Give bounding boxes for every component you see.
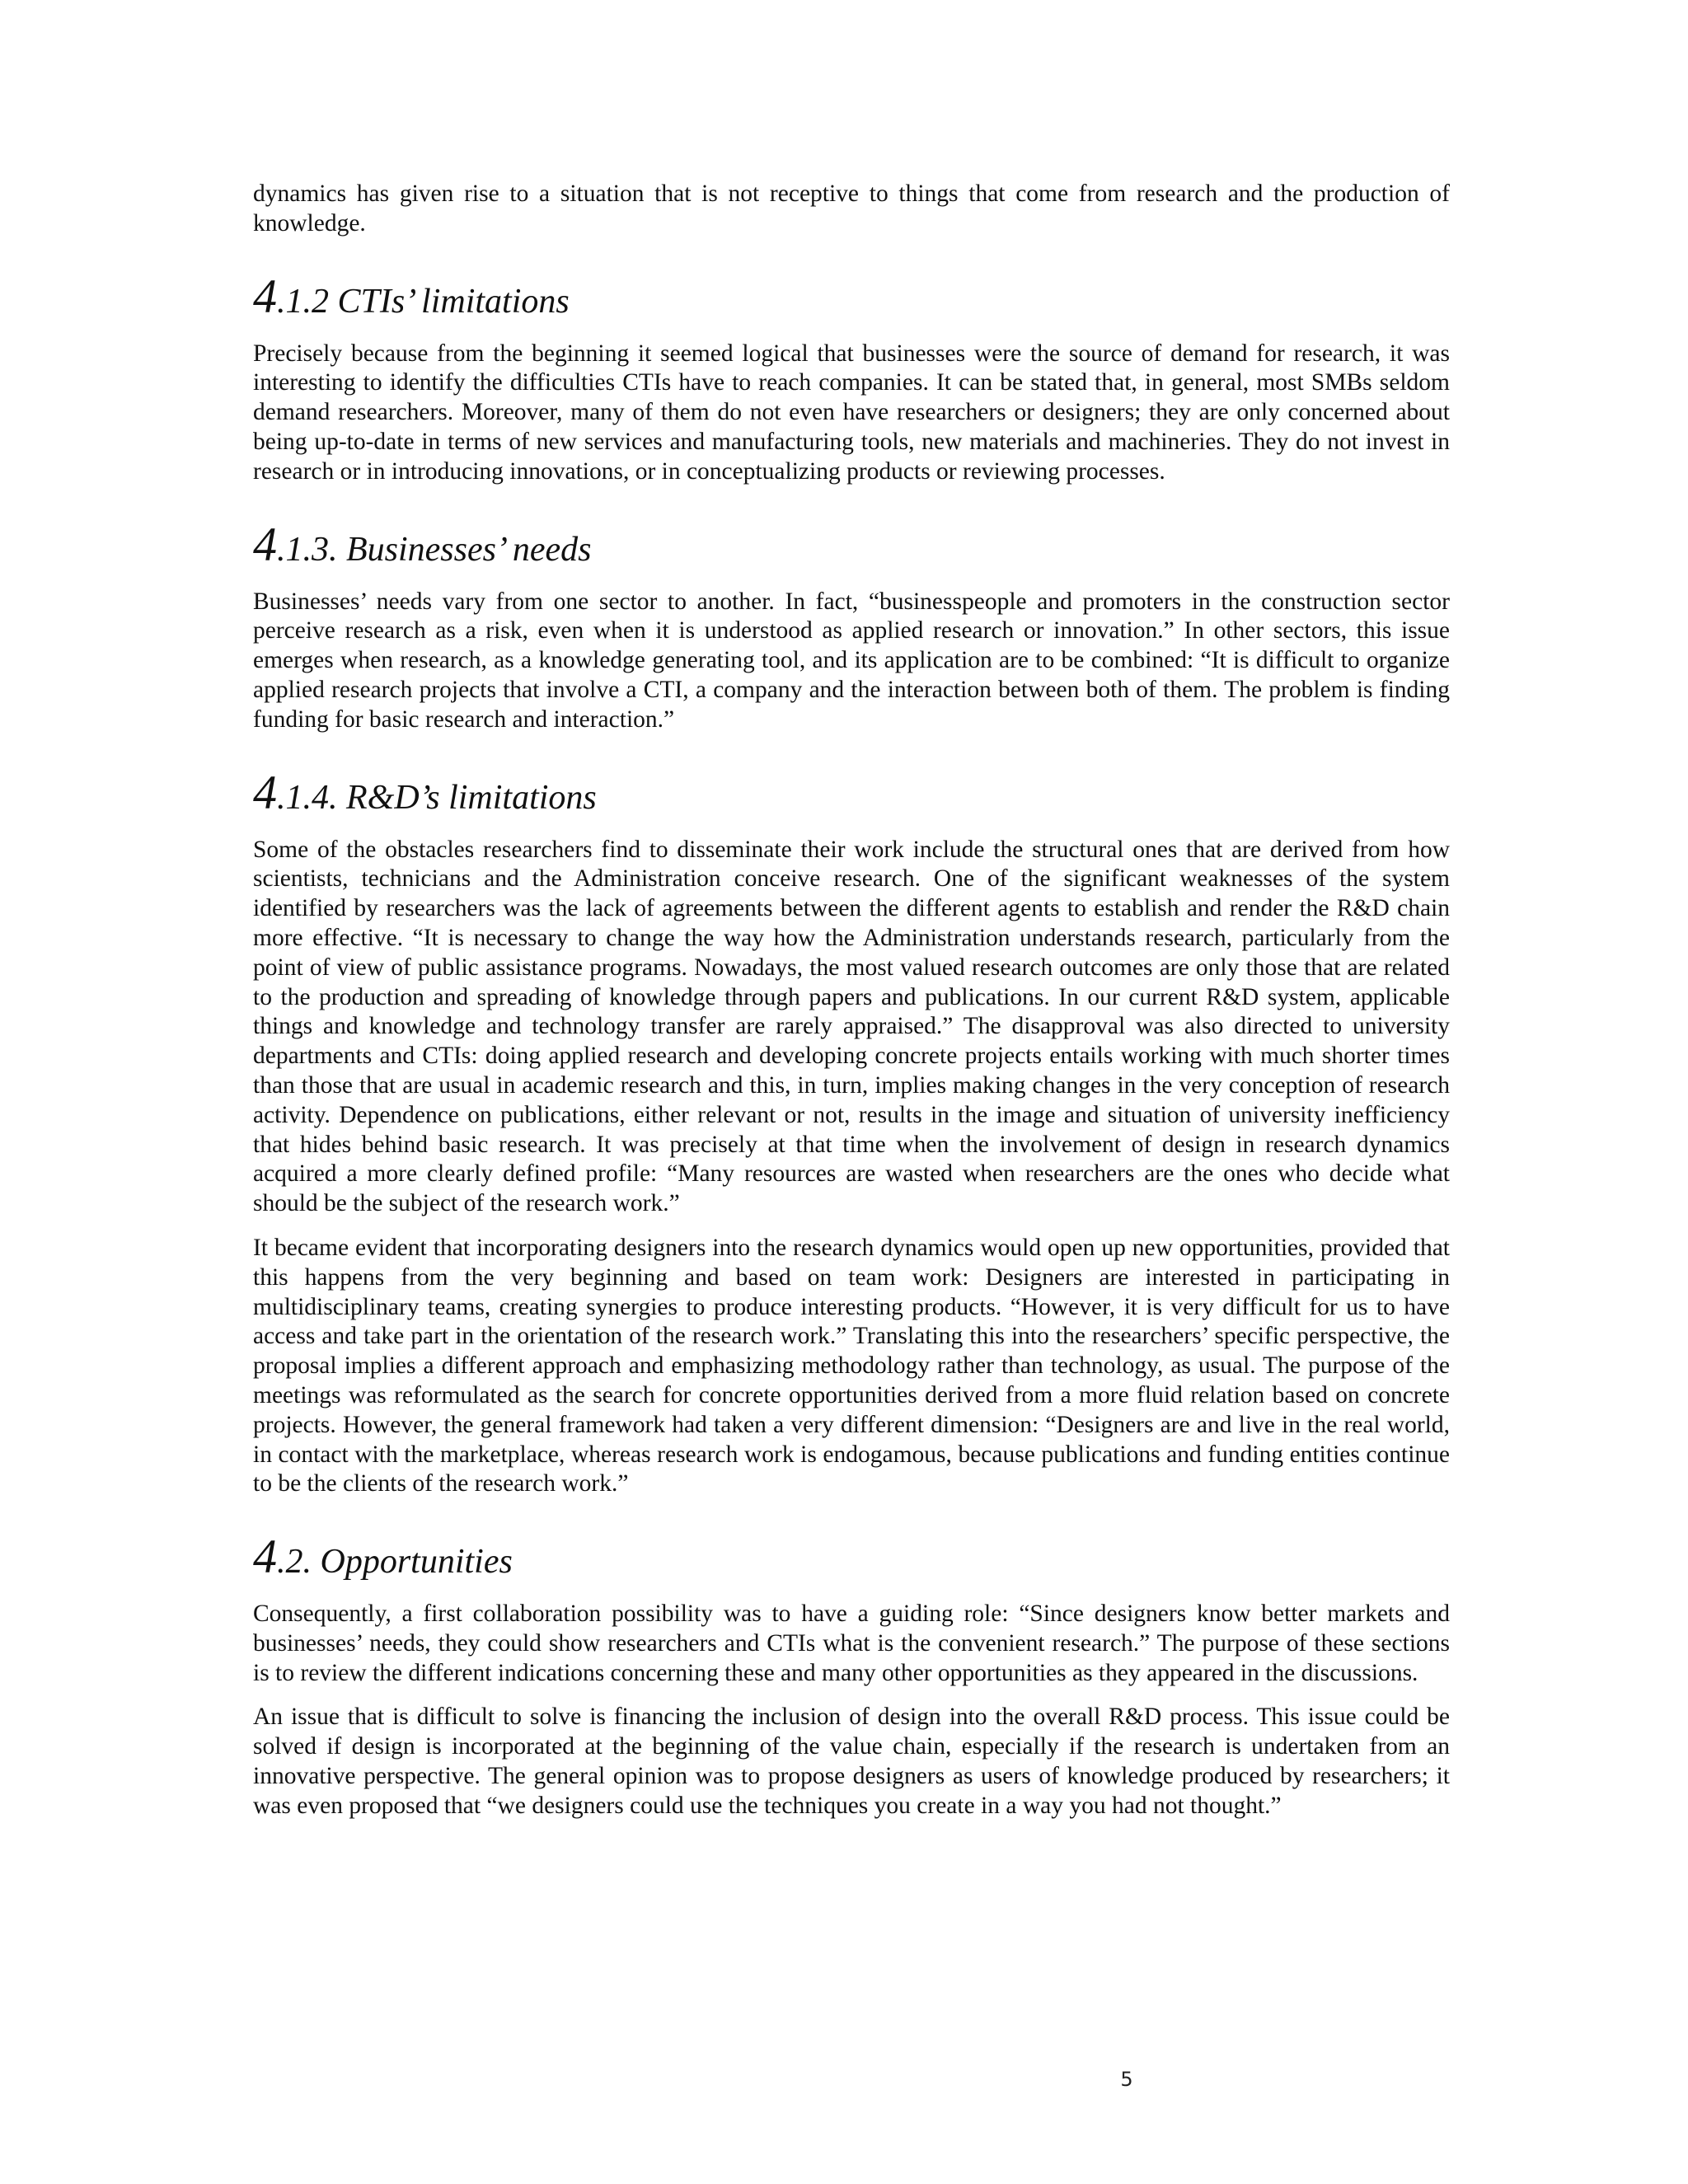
paragraph-ctis-limitations: Precisely because from the beginning it seemed logical that businesses were the source of demand for research, it was interesting to identify the difficulties CTIs have to reach companies. It can be stated that, in general, most SMBs seldom demand researchers. Moreover, many of them do not even have researchers or designers; they are only concerned about being up-to-date in terms of new services and manufacturing tools, new materials and machineries. They do not invest in research or in introducing innovations, or in conceptualizing products or reviewing processes. xyxy=(253,340,1450,485)
heading-number: 4 xyxy=(253,269,277,323)
heading-rd-limitations xyxy=(253,765,1450,819)
heading-opportunities xyxy=(253,1530,1450,1584)
heading-text: .1.4. R&D’s limitations xyxy=(277,778,597,817)
heading-businesses-needs xyxy=(253,517,1450,571)
heading-text: .1.3. Businesses’ needs xyxy=(277,530,592,569)
paragraph-rd-limitations-2: It became evident that incorporating designers into the research dynamics would open up new opportunities, provided that this happens from the very beginning and based on team work: Designers are interested in participating in multidisciplinary teams, creating synergies to produce interesting products. “However, it is very difficult for us to have access and take part in the orientation of the research work.” Translating this into the researchers’ specific perspective, the proposal implies a different approach and emphasizing methodology rather than technology, as usual. The purpose of the meetings was reformulated as the search for concrete opportunities derived from a more fluid relation based on concrete projects. However, the general framework had taken a very different dimension: “Designers are and live in the real world, in contact with the marketplace, whereas research work is endogamous, because publications and funding entities continue to be the clients of the research work.” xyxy=(253,1234,1450,1497)
paragraph-rd-limitations-1: Some of the obstacles researchers find to disseminate their work include the structural ones that are derived from how scientists, technicians and the Administration conceive research. One of the significant weaknesses of the system identified by researchers was the lack of agreements between the different agents to establish and render the R&D chain more effective. “It is necessary to change the way how the Administration understands research, particularly from the point of view of public assistance programs. Nowadays, the most valued research outcomes are only those that are related to the production and spreading of knowledge through papers and publications. In our current R&D system, applicable things and knowledge and technology transfer are rarely appraised.” The disapproval was also directed to university departments and CTIs: doing applied research and developing concrete projects entails working with much shorter times than those that are usual in academic research and this, in turn, implies making changes in the very conception of research activity. Dependence on publications, either relevant or not, results in the image and situation of university inefficiency that hides behind basic research. It was precisely at that time when the involvement of design in research dynamics acquired a more clearly defined profile: “Many resources are wasted when researchers are the ones who decide what should be the subject of the research work.” xyxy=(253,836,1450,1217)
paragraph-opportunities-2: An issue that is difficult to solve is financing the inclusion of design into the overall R&D process. This issue could be solved if design is incorporated at the beginning of the value chain, especially if the research is undertaken from an innovative perspective. The general opinion was to propose designers as users of knowledge produced by researchers; it was even proposed that “we designers could use the techniques you create in a way you had not thought.” xyxy=(253,1704,1450,1819)
paragraph-opportunities-1: Consequently, a first collaboration possibility was to have a guiding role: “Since designers know better markets and businesses’ needs, they could show researchers and CTIs what is the convenient research.” The purpose of these sections is to review the different indications concerning these and many other opportunities as they appeared in the discussions. xyxy=(253,1601,1450,1686)
heading-ctis-limitations xyxy=(253,269,1450,323)
intro-paragraph: dynamics has given rise to a situation that is not receptive to things that come from research and the production of knowledge. xyxy=(253,180,1450,237)
heading-number: 4 xyxy=(253,517,277,571)
heading-text: .2. Opportunities xyxy=(277,1543,513,1582)
document-body xyxy=(253,180,1450,1836)
heading-number: 4 xyxy=(253,765,277,819)
heading-number: 4 xyxy=(253,1530,277,1584)
page-number: 5 xyxy=(1120,2068,1133,2091)
paragraph-businesses-needs: Businesses’ needs vary from one sector to another. In fact, “businesspeople and promoters in the construction sector perceive research as a risk, even when it is understood as applied research or innovation.” In other sectors, this issue emerges when research, as a knowledge generating tool, and its application are to be combined: “It is difficult to organize applied research projects that involve a CTI, a company and the interaction between both of them. The problem is finding funding for basic research and interaction.” xyxy=(253,588,1450,733)
heading-text: .1.2 CTIs’ limitations xyxy=(277,282,570,321)
